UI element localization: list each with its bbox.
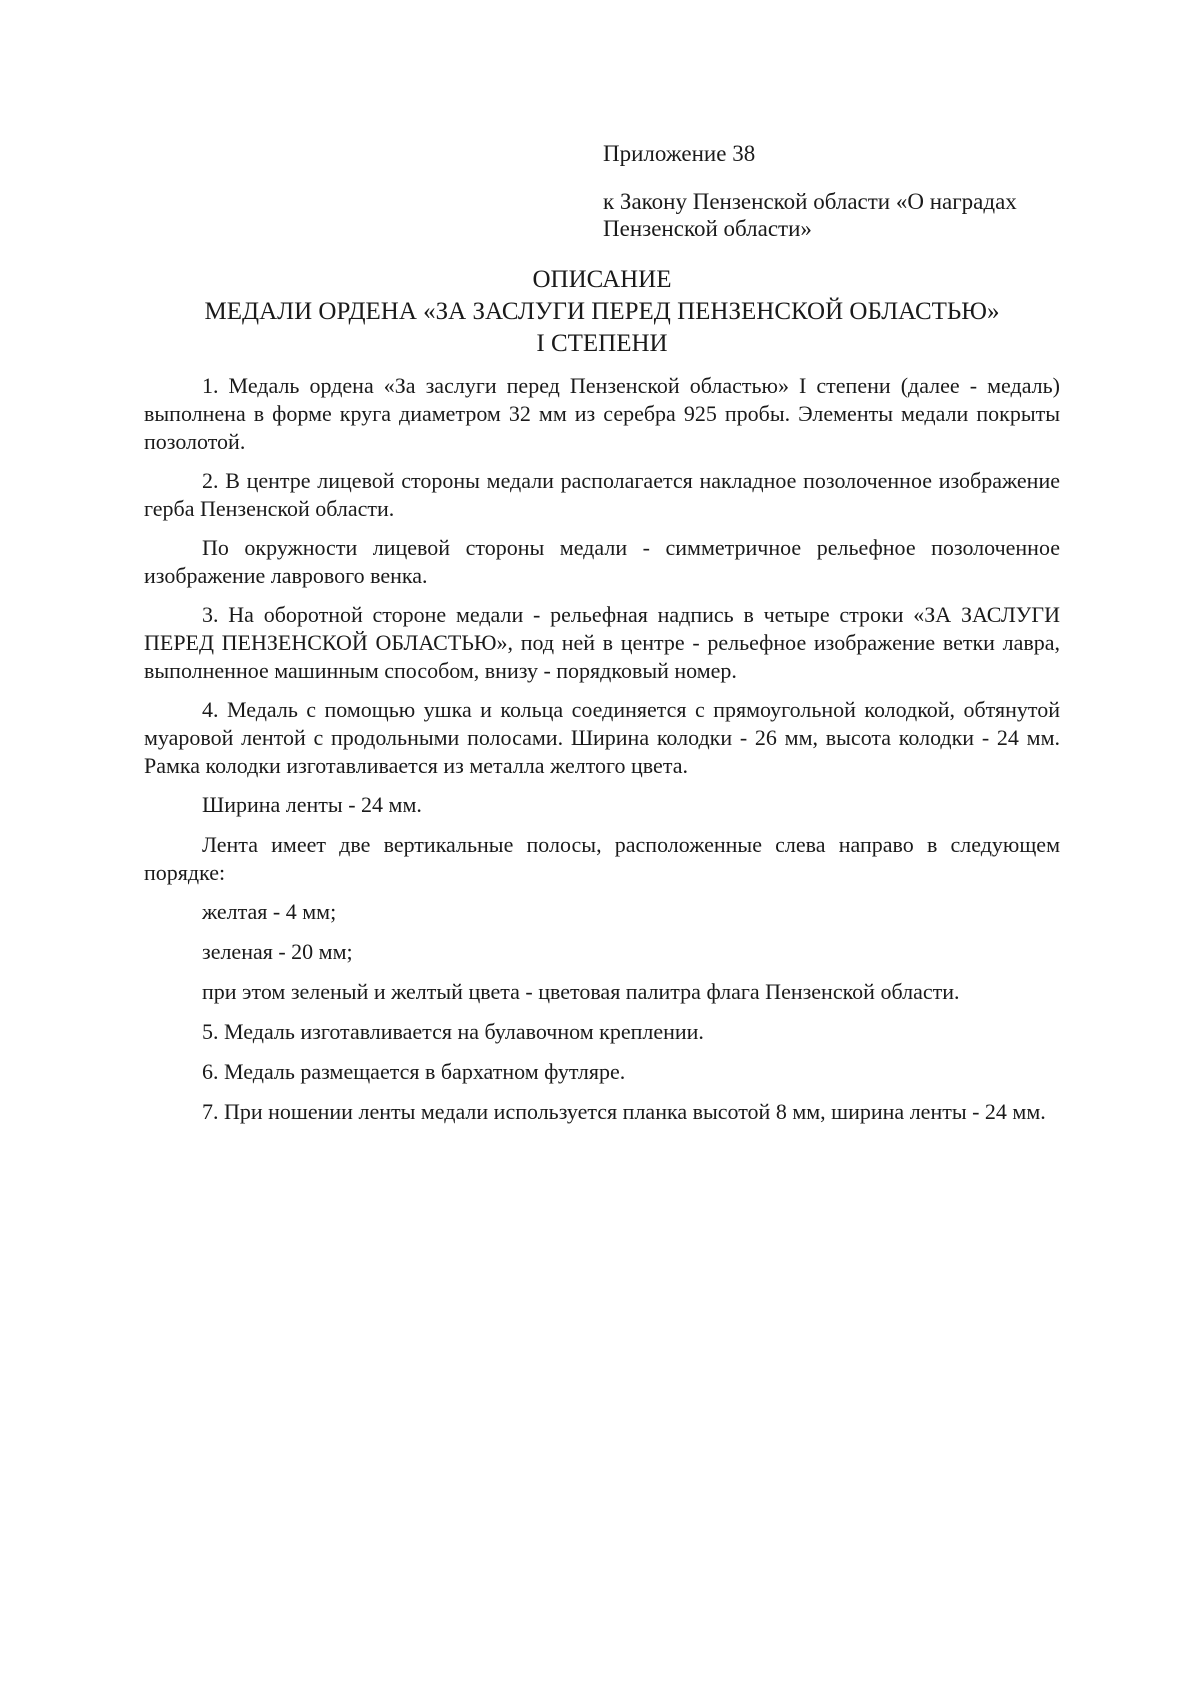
paragraph-6: Ширина ленты - 24 мм. xyxy=(202,792,422,817)
appendix-law-reference: к Закону Пензенской области «О наградах Пензенской области» xyxy=(603,189,1017,241)
paragraph-13: 7. При ношении ленты медали используется планка высотой 8 мм, ширина ленты - 24 мм. xyxy=(202,1099,1046,1124)
heading-line-3: I СТЕПЕНИ xyxy=(536,330,668,357)
document-body xyxy=(144,372,1060,1137)
document-heading xyxy=(144,264,1060,360)
paragraph-10: при этом зеленый и желтый цвета - цветовая палитра флага Пензенской области. xyxy=(202,979,960,1004)
paragraph-4: 3. На оборотной стороне медали - рельефная надпись в четыре строки «ЗА ЗАСЛУГИ ПЕРЕД ПЕНЗЕНСКОЙ ОБЛАСТЬЮ», под ней в центре - рельефное изображение ветки лавра, выполненное машинным способом, внизу - порядковый номер. xyxy=(144,602,1060,683)
paragraph-3: По окружности лицевой стороны медали - симметричное рельефное позолоченное изображение лаврового венка. xyxy=(144,535,1060,588)
paragraph-9: зеленая - 20 мм; xyxy=(202,939,353,964)
paragraph-8: желтая - 4 мм; xyxy=(202,899,337,924)
appendix-number: Приложение 38 xyxy=(603,141,756,166)
heading-line-2: МЕДАЛИ ОРДЕНА «ЗА ЗАСЛУГИ ПЕРЕД ПЕНЗЕНСКОЙ ОБЛАСТЬЮ» xyxy=(204,298,1000,325)
appendix-block xyxy=(603,140,1073,242)
heading-line-1: ОПИСАНИЕ xyxy=(532,266,672,293)
paragraph-2: 2. В центре лицевой стороны медали располагается накладное позолоченное изображение герба Пензенской области. xyxy=(144,468,1060,521)
paragraph-12: 6. Медаль размещается в бархатном футляре. xyxy=(202,1059,626,1084)
paragraph-11: 5. Медаль изготавливается на булавочном креплении. xyxy=(202,1019,704,1044)
paragraph-5: 4. Медаль с помощью ушка и кольца соединяется с прямоугольной колодкой, обтянутой муаровой лентой с продольными полосами. Ширина колодки - 26 мм, высота колодки - 24 мм. Рамка колодки изготавливается из металла желтого цвета. xyxy=(144,697,1060,778)
paragraph-7: Лента имеет две вертикальные полосы, расположенные слева направо в следующем порядке: xyxy=(144,832,1060,885)
paragraph-1: 1. Медаль ордена «За заслуги перед Пензенской областью» I степени (далее - медаль) выполнена в форме круга диаметром 32 мм из серебра 925 пробы. Элементы медали покрыты позолотой. xyxy=(144,373,1060,454)
